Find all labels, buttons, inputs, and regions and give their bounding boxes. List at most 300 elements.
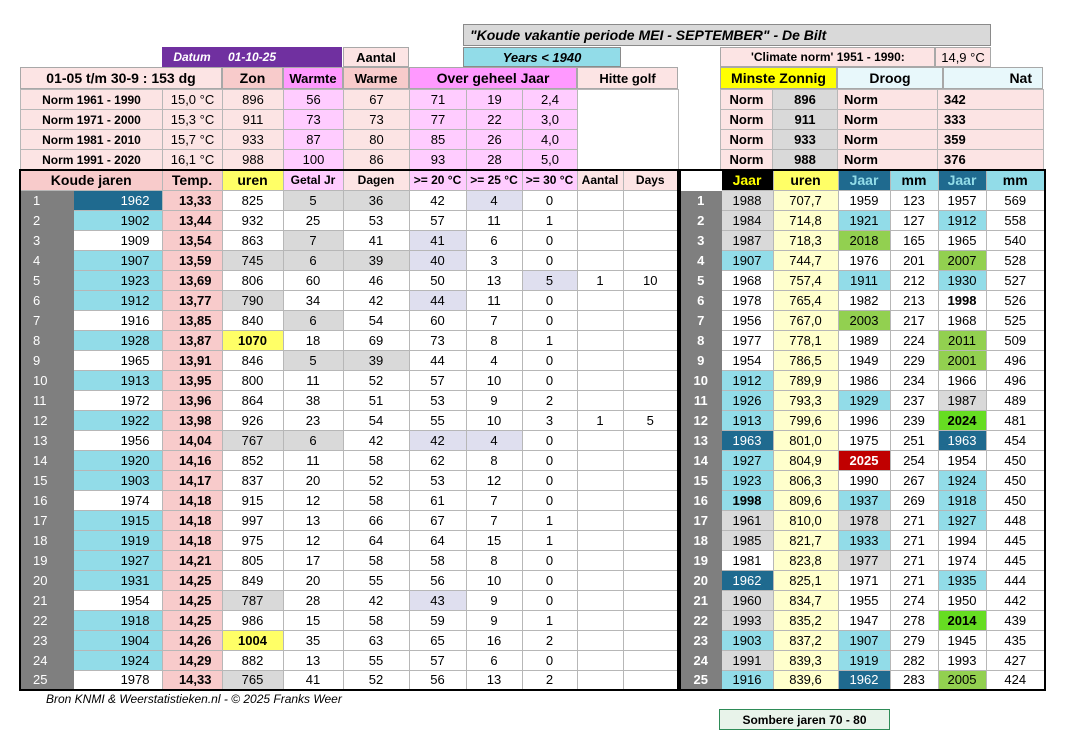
nat-year-cell: 2011 [938, 330, 986, 350]
nat-year-cell: 1912 [938, 210, 986, 230]
table-row [20, 590, 678, 610]
table-row [20, 290, 678, 310]
norm-g25: 28 [467, 150, 523, 170]
getal-jr-cell: 13 [283, 510, 343, 530]
rank-cell: 14 [20, 450, 73, 470]
zon-year-cell: 1927 [721, 450, 773, 470]
table-row [20, 530, 678, 550]
rank-cell: 4 [20, 250, 73, 270]
rank-cell: 13 [20, 430, 73, 450]
dagen-cell: 58 [343, 450, 409, 470]
sombere-jaren-button[interactable]: Sombere jaren 70 - 80 [719, 709, 890, 730]
nat-year-cell: 2024 [938, 410, 986, 430]
droog-year-cell: 1976 [838, 250, 890, 270]
nat-mm-cell: 496 [986, 350, 1045, 370]
right-corner [680, 170, 721, 190]
droog-year-cell: 1962 [838, 670, 890, 690]
ge20-cell: 64 [409, 530, 466, 550]
rnorm-droog-label: Norm [838, 90, 938, 110]
dagen-cell: 58 [343, 550, 409, 570]
norm-warme: 67 [344, 90, 410, 110]
ge20-cell: 44 [409, 290, 466, 310]
year-cell: 1912 [73, 290, 162, 310]
zon-uren-cell: 744,7 [773, 250, 838, 270]
uren-cell: 849 [222, 570, 283, 590]
aantal-cell [577, 530, 623, 550]
ge20-cell: 62 [409, 450, 466, 470]
uren-cell: 852 [222, 450, 283, 470]
getal-jr-cell: 6 [283, 430, 343, 450]
aantal-header: Aantal [577, 170, 623, 190]
table-row [20, 670, 678, 690]
zon-year-cell: 1903 [721, 630, 773, 650]
rank-cell: 9 [680, 350, 721, 370]
uren-cell: 915 [222, 490, 283, 510]
droog-year-cell: 1989 [838, 330, 890, 350]
ge20-cell: 42 [409, 190, 466, 210]
rnorm-label: Norm [721, 110, 773, 130]
rank-cell: 23 [20, 630, 73, 650]
rank-cell: 24 [20, 650, 73, 670]
rank-cell: 4 [680, 250, 721, 270]
droog-year-cell: 1955 [838, 590, 890, 610]
ge25-cell: 10 [466, 370, 522, 390]
getal-jr-cell: 28 [283, 590, 343, 610]
nat-year-cell: 1968 [938, 310, 986, 330]
norm-warmte: 73 [284, 110, 344, 130]
days-cell [623, 330, 678, 350]
norm-g25: 26 [467, 130, 523, 150]
ge25-cell: 3 [466, 250, 522, 270]
table-row [20, 270, 678, 290]
getal-jr-cell: 11 [283, 450, 343, 470]
hitte-blank [578, 90, 679, 170]
droog-mm-cell: 269 [890, 490, 938, 510]
zon-uren-cell: 767,0 [773, 310, 838, 330]
table-row [680, 550, 1045, 570]
days-cell [623, 190, 678, 210]
rnorm-droog-label: Norm [838, 130, 938, 150]
droog-mm-cell: 254 [890, 450, 938, 470]
ge20-cell: 44 [409, 350, 466, 370]
table-row [680, 650, 1045, 670]
nat-year-cell: 2001 [938, 350, 986, 370]
ge25-cell: 9 [466, 590, 522, 610]
droog-year-cell: 1990 [838, 470, 890, 490]
norm-label: Norm 1961 - 1990 [21, 90, 163, 110]
droog-year-cell: 1986 [838, 370, 890, 390]
ge20-cell: 41 [409, 230, 466, 250]
zon-uren-cell: 793,3 [773, 390, 838, 410]
nat-mm-cell: 489 [986, 390, 1045, 410]
zon-uren-cell: 834,7 [773, 590, 838, 610]
table-row [20, 470, 678, 490]
col-warmte-header: Warmte [283, 67, 343, 89]
rank-cell: 18 [20, 530, 73, 550]
nat-mm-cell: 525 [986, 310, 1045, 330]
ge20-cell: 59 [409, 610, 466, 630]
days-cell [623, 290, 678, 310]
table-row [680, 410, 1045, 430]
aantal-cell: 1 [577, 410, 623, 430]
ge20-cell: 56 [409, 570, 466, 590]
ge25-cell: 8 [466, 450, 522, 470]
norm-warme: 73 [344, 110, 410, 130]
rank-cell: 5 [680, 270, 721, 290]
rank-cell: 20 [20, 570, 73, 590]
ge30-cell: 1 [522, 510, 577, 530]
droog-year-cell: 1959 [838, 190, 890, 210]
getal-jr-cell: 6 [283, 250, 343, 270]
norm-temp: 16,1 °C [163, 150, 223, 170]
ge20-cell: 73 [409, 330, 466, 350]
rnorm-droog: 376 [938, 150, 1044, 170]
norm-g20: 93 [410, 150, 467, 170]
ge20-cell: 57 [409, 650, 466, 670]
days-cell [623, 450, 678, 470]
right-norm-row [721, 90, 1044, 110]
rank-cell: 24 [680, 650, 721, 670]
ge25-cell: 13 [466, 670, 522, 690]
year-cell: 1915 [73, 510, 162, 530]
aantal-cell [577, 390, 623, 410]
norm-warmte: 100 [284, 150, 344, 170]
droog-year-cell: 1919 [838, 650, 890, 670]
droog-mm-cell: 217 [890, 310, 938, 330]
ge30-cell: 0 [522, 250, 577, 270]
ge30-cell: 0 [522, 470, 577, 490]
table-row [680, 590, 1045, 610]
temp-cell: 13,33 [162, 190, 222, 210]
temp-cell: 14,26 [162, 630, 222, 650]
table-row [680, 510, 1045, 530]
nat-year-cell: 1930 [938, 270, 986, 290]
zon-uren-cell: 810,0 [773, 510, 838, 530]
nat-year-cell: 1945 [938, 630, 986, 650]
zon-uren-cell: 806,3 [773, 470, 838, 490]
right-norm-row [721, 150, 1044, 170]
ge25-header: >= 25 °C [466, 170, 522, 190]
table-row [680, 310, 1045, 330]
norm-temp: 15,7 °C [163, 130, 223, 150]
norm-warmte: 56 [284, 90, 344, 110]
zon-uren-cell: 839,6 [773, 670, 838, 690]
droog-header: Droog [837, 67, 943, 89]
year-cell: 1913 [73, 370, 162, 390]
dagen-cell: 55 [343, 570, 409, 590]
days-cell [623, 230, 678, 250]
aantal-cell [577, 630, 623, 650]
aantal-label: Aantal [343, 47, 409, 67]
temp-cell: 13,95 [162, 370, 222, 390]
right-norm-row [721, 130, 1044, 150]
table-row [680, 290, 1045, 310]
table-row [680, 430, 1045, 450]
table-row [20, 230, 678, 250]
droog-year-cell: 1978 [838, 510, 890, 530]
uren-cell: 790 [222, 290, 283, 310]
rank-cell: 11 [680, 390, 721, 410]
ge30-cell: 2 [522, 630, 577, 650]
year-cell: 1902 [73, 210, 162, 230]
temp-header: Temp. [162, 170, 222, 190]
norm-zon: 911 [223, 110, 284, 130]
year-cell: 1927 [73, 550, 162, 570]
droog-year-cell: 1971 [838, 570, 890, 590]
table-row [680, 350, 1045, 370]
getal-jr-cell: 11 [283, 370, 343, 390]
droog-mm-cell: 127 [890, 210, 938, 230]
table-row [20, 310, 678, 330]
nat-year-cell: 1935 [938, 570, 986, 590]
ge20-cell: 57 [409, 370, 466, 390]
rank-cell: 14 [680, 450, 721, 470]
ge25-cell: 6 [466, 650, 522, 670]
days-cell [623, 310, 678, 330]
days-cell [623, 370, 678, 390]
days-cell [623, 630, 678, 650]
uren-cell: 825 [222, 190, 283, 210]
ge20-cell: 60 [409, 310, 466, 330]
norm-g20: 85 [410, 130, 467, 150]
minste-zonnig-header: Minste Zonnig [720, 67, 837, 89]
temp-cell: 14,18 [162, 490, 222, 510]
norm-g30: 3,0 [523, 110, 578, 130]
climate-norm-label: 'Climate norm' 1951 - 1990: [720, 47, 935, 67]
years-note: Years < 1940 [463, 47, 621, 67]
temp-cell: 14,16 [162, 450, 222, 470]
year-cell: 1919 [73, 530, 162, 550]
col-warme-header: Warme [343, 67, 409, 89]
days-header: Days [623, 170, 678, 190]
dagen-cell: 54 [343, 310, 409, 330]
table-row [680, 670, 1045, 690]
rank-cell: 17 [680, 510, 721, 530]
dagen-cell: 64 [343, 530, 409, 550]
rnorm-zon: 896 [773, 90, 838, 110]
rank-cell: 13 [680, 430, 721, 450]
rank-cell: 23 [680, 630, 721, 650]
uren-cell: 1004 [222, 630, 283, 650]
uren-cell: 787 [222, 590, 283, 610]
rnorm-zon: 988 [773, 150, 838, 170]
zon-uren-cell: 707,7 [773, 190, 838, 210]
temp-cell: 13,87 [162, 330, 222, 350]
droog-year-cell: 1921 [838, 210, 890, 230]
droog-mm-cell: 279 [890, 630, 938, 650]
rank-cell: 16 [680, 490, 721, 510]
nat-mm-cell: 435 [986, 630, 1045, 650]
norm-warmte: 87 [284, 130, 344, 150]
days-cell: 10 [623, 270, 678, 290]
aantal-cell [577, 610, 623, 630]
rank-cell: 20 [680, 570, 721, 590]
uren-cell: 926 [222, 410, 283, 430]
dagen-cell: 41 [343, 230, 409, 250]
norm-zon: 988 [223, 150, 284, 170]
right-norm-row [721, 110, 1044, 130]
aantal-cell [577, 510, 623, 530]
ge25-cell: 10 [466, 570, 522, 590]
zon-uren-cell: 765,4 [773, 290, 838, 310]
ge30-cell: 0 [522, 310, 577, 330]
aantal-cell [577, 450, 623, 470]
nat-mm-cell: 528 [986, 250, 1045, 270]
nat-mm-cell: 427 [986, 650, 1045, 670]
rank-cell: 19 [680, 550, 721, 570]
dagen-cell: 54 [343, 410, 409, 430]
ge20-cell: 53 [409, 470, 466, 490]
getal-jr-cell: 60 [283, 270, 343, 290]
jaar-droog-header: Jaar [838, 170, 890, 190]
zon-year-cell: 1991 [721, 650, 773, 670]
table-row [20, 350, 678, 370]
temp-cell: 13,44 [162, 210, 222, 230]
year-cell: 1923 [73, 270, 162, 290]
temp-cell: 13,69 [162, 270, 222, 290]
droog-year-cell: 1949 [838, 350, 890, 370]
ge25-cell: 16 [466, 630, 522, 650]
ge30-cell: 2 [522, 390, 577, 410]
droog-mm-cell: 251 [890, 430, 938, 450]
table-row [680, 190, 1045, 210]
ge25-cell: 4 [466, 430, 522, 450]
table-row [20, 430, 678, 450]
table-row [680, 530, 1045, 550]
norm-g25: 22 [467, 110, 523, 130]
ge30-cell: 0 [522, 350, 577, 370]
droog-mm-cell: 237 [890, 390, 938, 410]
ge30-cell: 0 [522, 430, 577, 450]
year-cell: 1978 [73, 670, 162, 690]
table-row [680, 450, 1045, 470]
rank-cell: 17 [20, 510, 73, 530]
droog-mm-cell: 274 [890, 590, 938, 610]
ge25-cell: 9 [466, 390, 522, 410]
norm-temp: 15,0 °C [163, 90, 223, 110]
year-cell: 1954 [73, 590, 162, 610]
aantal-cell [577, 550, 623, 570]
nat-mm-cell: 450 [986, 470, 1045, 490]
droog-mm-cell: 271 [890, 570, 938, 590]
rank-cell: 15 [680, 470, 721, 490]
droog-mm-cell: 271 [890, 510, 938, 530]
rank-cell: 5 [20, 270, 73, 290]
uren-zon-header: uren [773, 170, 838, 190]
rank-cell: 2 [20, 210, 73, 230]
droog-year-cell: 1937 [838, 490, 890, 510]
nat-year-cell: 1924 [938, 470, 986, 490]
mm-droog-header: mm [890, 170, 938, 190]
zon-year-cell: 1985 [721, 530, 773, 550]
nat-mm-cell: 450 [986, 490, 1045, 510]
col-zon-header: Zon [222, 67, 283, 89]
temp-cell: 13,54 [162, 230, 222, 250]
ge30-cell: 3 [522, 410, 577, 430]
dagen-cell: 69 [343, 330, 409, 350]
aantal-cell [577, 650, 623, 670]
ge25-cell: 10 [466, 410, 522, 430]
droog-mm-cell: 234 [890, 370, 938, 390]
ge25-cell: 7 [466, 490, 522, 510]
getal-jr-cell: 6 [283, 310, 343, 330]
days-cell: 5 [623, 410, 678, 430]
droog-mm-cell: 271 [890, 530, 938, 550]
rank-cell: 22 [680, 610, 721, 630]
ge30-header: >= 30 °C [522, 170, 577, 190]
aantal-cell [577, 490, 623, 510]
zon-year-cell: 1913 [721, 410, 773, 430]
rank-cell: 22 [20, 610, 73, 630]
droog-mm-cell: 278 [890, 610, 938, 630]
days-cell [623, 350, 678, 370]
zon-uren-cell: 799,6 [773, 410, 838, 430]
zon-year-cell: 1978 [721, 290, 773, 310]
temp-cell: 14,17 [162, 470, 222, 490]
rank-cell: 1 [20, 190, 73, 210]
table-row [20, 250, 678, 270]
getal-jr-cell: 18 [283, 330, 343, 350]
norm-zon: 933 [223, 130, 284, 150]
ge30-cell: 1 [522, 210, 577, 230]
droog-mm-cell: 267 [890, 470, 938, 490]
ge25-cell: 4 [466, 350, 522, 370]
ge30-cell: 0 [522, 230, 577, 250]
norm-g30: 5,0 [523, 150, 578, 170]
ge30-cell: 1 [522, 530, 577, 550]
nat-year-cell: 1974 [938, 550, 986, 570]
ge20-cell: 43 [409, 590, 466, 610]
over-jaar-header: Over geheel Jaar [409, 67, 577, 89]
nat-mm-cell: 444 [986, 570, 1045, 590]
ge30-cell: 1 [522, 330, 577, 350]
zon-uren-cell: 714,8 [773, 210, 838, 230]
zon-year-cell: 1956 [721, 310, 773, 330]
zon-year-cell: 1984 [721, 210, 773, 230]
dagen-cell: 39 [343, 350, 409, 370]
nat-year-cell: 2007 [938, 250, 986, 270]
ge30-cell: 1 [522, 610, 577, 630]
hitte-golf-header: Hitte golf [577, 67, 678, 89]
droog-mm-cell: 271 [890, 550, 938, 570]
table-row [20, 630, 678, 650]
norm-table [20, 89, 679, 170]
ge20-cell: 58 [409, 550, 466, 570]
period-label: 01-05 t/m 30-9 : 153 dg [20, 67, 222, 89]
ge30-cell: 0 [522, 550, 577, 570]
ge30-cell: 0 [522, 290, 577, 310]
rank-cell: 25 [20, 670, 73, 690]
getal-jr-cell: 41 [283, 670, 343, 690]
days-cell [623, 470, 678, 490]
temp-cell: 13,59 [162, 250, 222, 270]
ge25-cell: 15 [466, 530, 522, 550]
dagen-cell: 58 [343, 610, 409, 630]
report-title: "Koude vakantie periode MEI - SEPTEMBER" - De Bilt [463, 24, 991, 46]
rank-cell: 12 [680, 410, 721, 430]
nat-mm-cell: 445 [986, 530, 1045, 550]
zon-year-cell: 1963 [721, 430, 773, 450]
norm-g30: 4,0 [523, 130, 578, 150]
droog-mm-cell: 282 [890, 650, 938, 670]
dagen-cell: 46 [343, 270, 409, 290]
ge20-cell: 67 [409, 510, 466, 530]
zon-uren-cell: 778,1 [773, 330, 838, 350]
aantal-cell [577, 310, 623, 330]
nat-mm-cell: 448 [986, 510, 1045, 530]
year-cell: 1918 [73, 610, 162, 630]
year-cell: 1916 [73, 310, 162, 330]
